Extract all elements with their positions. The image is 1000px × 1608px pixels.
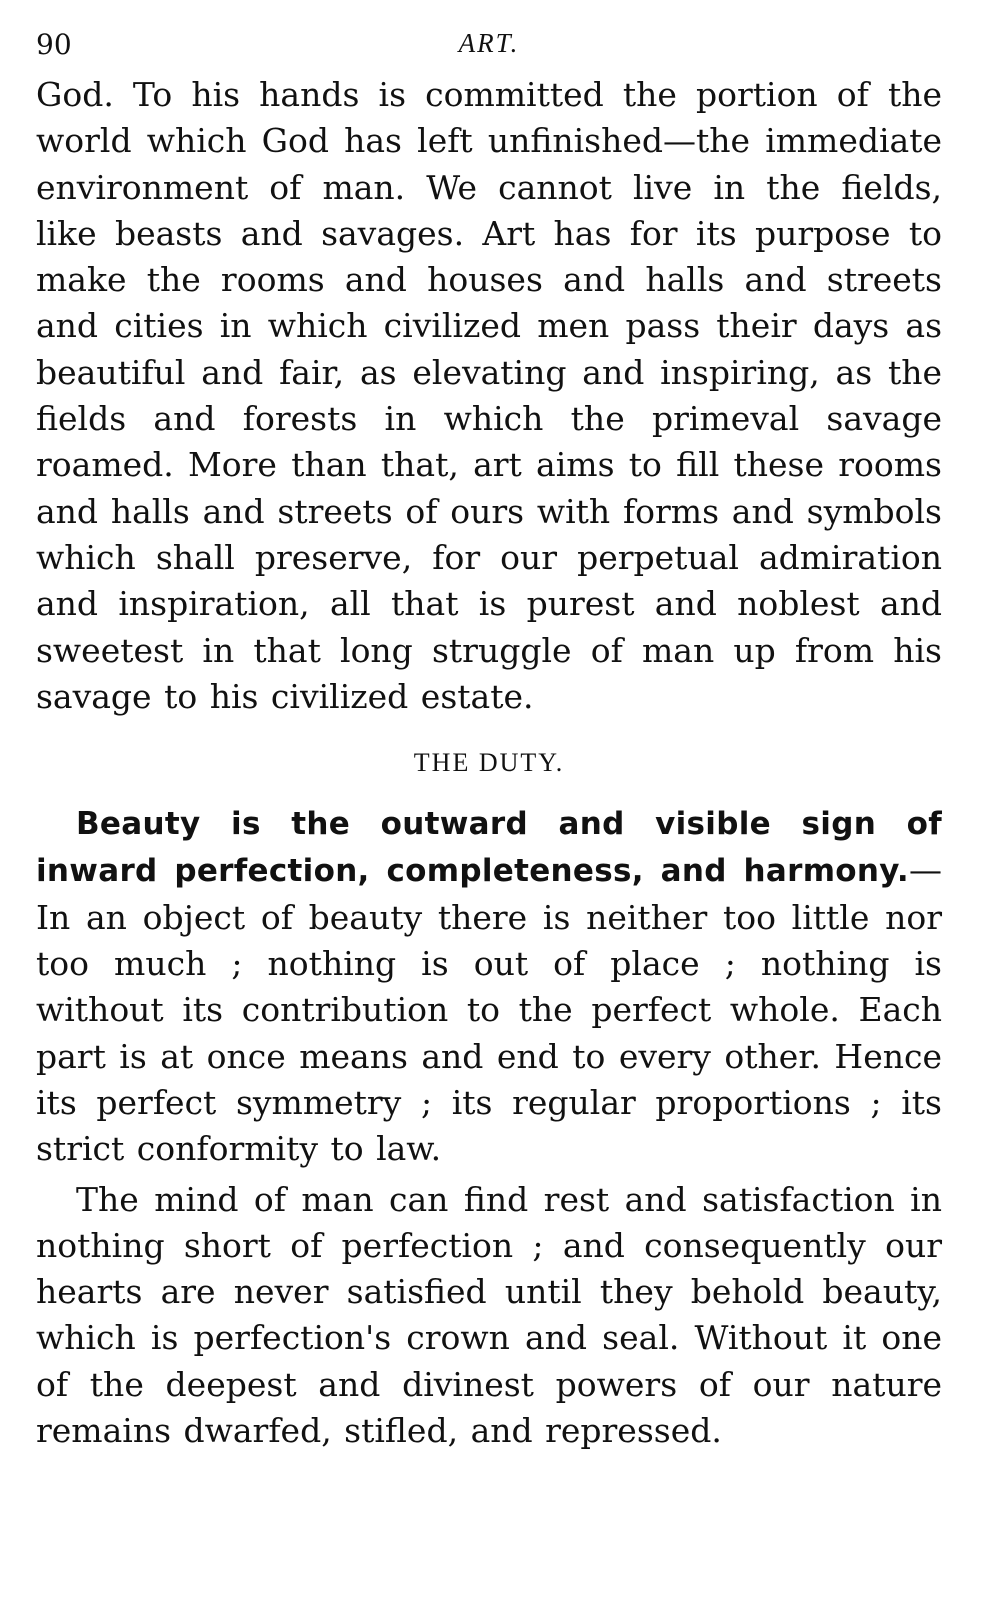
duty-lead-sentence: Beauty is the outward and visible sign of inward perfection, completeness, and harmony. [36,806,942,890]
running-head [36,22,942,72]
duty-paragraph [36,800,942,1172]
section-heading: THE DUTY. [413,748,565,778]
running-title: ART. [458,28,520,58]
duty-body-text: —In an object of beauty there is neither too little nor too much ; nothing is out of place ; nothing is without its contribution to the perfect whole. Each part is at once means and end to every other. Hence its perfect symmetry ; its regular proportions ; its strict conformity to law. [36,850,942,1169]
continuation-paragraph: God. To his hands is committed the portion of the world which God has left unfinished—the immediate environment of man. We cannot live in the fields, like beasts and savages. Art has for its purpose to make the rooms and houses and halls and streets and cities in which civilized men pass their days as beautiful and fair, as elevating and inspiring, as the fields and forests in which the primeval savage roamed. More than that, art aims to fill these rooms and halls and streets of ours with forms and symbols which shall preserve, for our perpetual admiration and inspiration, all that is purest and noblest and sweetest in that long struggle of man up from his savage to his civilized estate. [36,75,942,716]
mind-of-man-paragraph: The mind of man can find rest and satisfaction in nothing short of perfection ; and consequently our hearts are never satisfied until they behold beauty, which is perfection's crown and seal. Without it one of the deepest and divinest powers of our nature remains dwarfed, stifled, and repressed. [36,1179,942,1451]
book-page [36,22,942,1454]
page-number: 90 [36,28,72,61]
